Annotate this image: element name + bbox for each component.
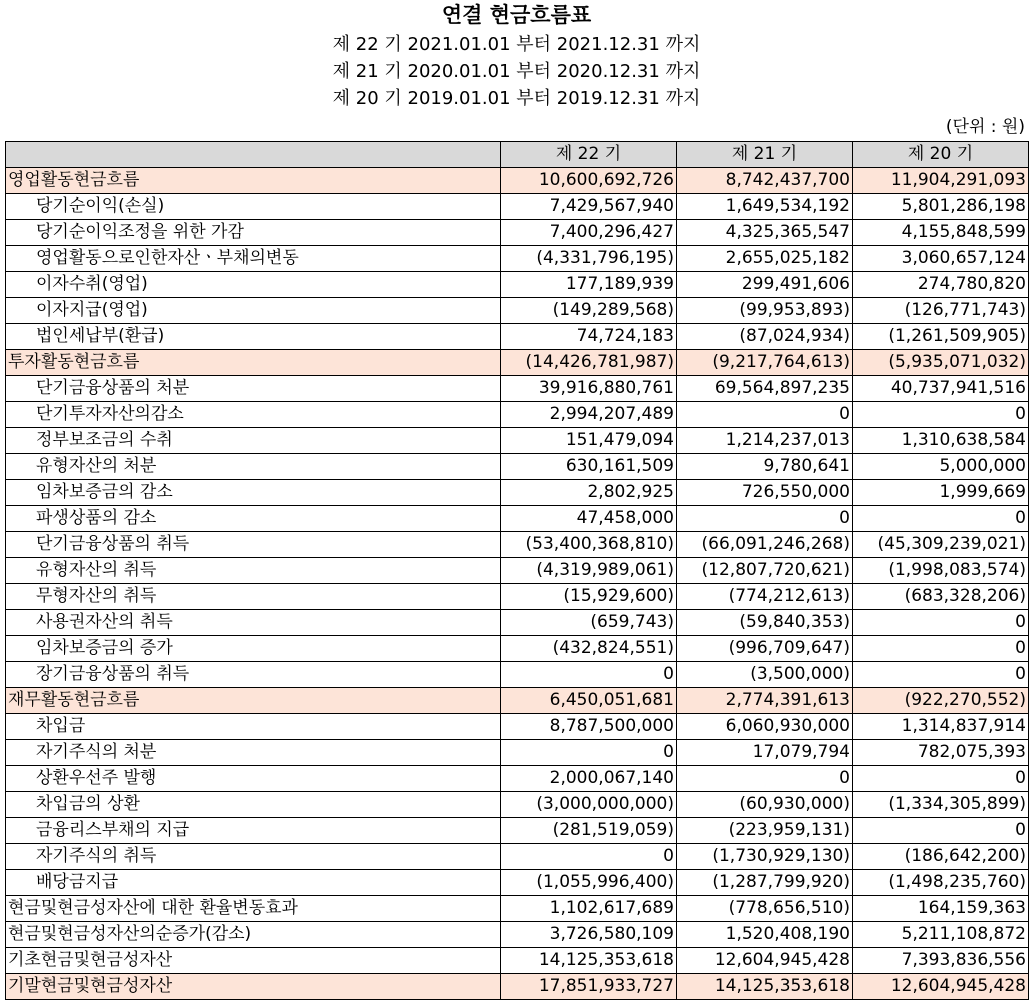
value-22: 39,916,880,761: [501, 376, 677, 402]
value-22: 2,802,925: [501, 480, 677, 506]
value-21: (778,656,510): [677, 896, 853, 922]
value-22: (53,400,368,810): [501, 532, 677, 558]
table-row: [6, 740, 1029, 766]
value-22: (281,519,059): [501, 818, 677, 844]
value-21: 0: [677, 506, 853, 532]
value-22: (14,426,781,987): [501, 350, 677, 376]
value-20: 3,060,657,124: [853, 246, 1029, 272]
value-22: 7,429,567,940: [501, 194, 677, 220]
table-row: [6, 194, 1029, 220]
value-21: (99,953,893): [677, 298, 853, 324]
value-21: 14,125,353,618: [677, 974, 853, 1000]
value-20: 0: [853, 766, 1029, 792]
row-label: 투자활동현금흐름: [6, 350, 501, 376]
value-20: (5,935,071,032): [853, 350, 1029, 376]
value-22: 2,000,067,140: [501, 766, 677, 792]
value-22: 0: [501, 740, 677, 766]
row-label: 임차보증금의 감소: [6, 480, 501, 506]
cash-flow-table: [5, 141, 1029, 1000]
table-row: [6, 454, 1029, 480]
value-22: 1,102,617,689: [501, 896, 677, 922]
value-22: 2,994,207,489: [501, 402, 677, 428]
value-20: 5,801,286,198: [853, 194, 1029, 220]
table-row: [6, 298, 1029, 324]
value-20: 5,000,000: [853, 454, 1029, 480]
period-line-22: 제 22 기 2021.01.01 부터 2021.12.31 까지: [332, 34, 701, 55]
row-label: 현금및현금성자산의순증가(감소): [6, 922, 501, 948]
value-20: 1,314,837,914: [853, 714, 1029, 740]
table-row: [6, 636, 1029, 662]
table-row: [6, 896, 1029, 922]
table-row: [6, 870, 1029, 896]
value-21: 2,655,025,182: [677, 246, 853, 272]
value-22: (4,319,989,061): [501, 558, 677, 584]
value-20: 0: [853, 818, 1029, 844]
value-22: 47,458,000: [501, 506, 677, 532]
table-row: [6, 974, 1029, 1000]
table-row: [6, 506, 1029, 532]
value-22: 10,600,692,726: [501, 168, 677, 194]
row-label: 당기순이익조정을 위한 가감: [6, 220, 501, 246]
value-20: 11,904,291,093: [853, 168, 1029, 194]
table-row: [6, 350, 1029, 376]
statement-title: 연결 현금흐름표: [441, 3, 592, 27]
value-22: (4,331,796,195): [501, 246, 677, 272]
table-row: [6, 610, 1029, 636]
row-label: 임차보증금의 증가: [6, 636, 501, 662]
value-22: (659,743): [501, 610, 677, 636]
value-22: (15,929,600): [501, 584, 677, 610]
row-label: 정부보조금의 수취: [6, 428, 501, 454]
value-21: (12,807,720,621): [677, 558, 853, 584]
value-22: 177,189,939: [501, 272, 677, 298]
row-label: 이자수취(영업): [6, 272, 501, 298]
column-header-21: 제 21 기: [677, 142, 853, 168]
value-21: 17,079,794: [677, 740, 853, 766]
table-row: [6, 688, 1029, 714]
value-22: 630,161,509: [501, 454, 677, 480]
value-22: 8,787,500,000: [501, 714, 677, 740]
table-row: [6, 532, 1029, 558]
period-line-21: 제 21 기 2020.01.01 부터 2020.12.31 까지: [332, 61, 701, 82]
period-line-20: 제 20 기 2019.01.01 부터 2019.12.31 까지: [332, 88, 701, 109]
value-20: 7,393,836,556: [853, 948, 1029, 974]
row-label: 자기주식의 취득: [6, 844, 501, 870]
value-22: 6,450,051,681: [501, 688, 677, 714]
table-row: [6, 168, 1029, 194]
value-20: 40,737,941,516: [853, 376, 1029, 402]
value-22: (432,824,551): [501, 636, 677, 662]
value-22: 74,724,183: [501, 324, 677, 350]
row-label: 유형자산의 처분: [6, 454, 501, 480]
table-row: [6, 662, 1029, 688]
value-20: 164,159,363: [853, 896, 1029, 922]
value-20: 274,780,820: [853, 272, 1029, 298]
row-label: 자기주식의 처분: [6, 740, 501, 766]
value-20: (45,309,239,021): [853, 532, 1029, 558]
table-row: [6, 558, 1029, 584]
column-header-20: 제 20 기: [853, 142, 1029, 168]
header-row: [6, 142, 1029, 168]
row-label: 단기금융상품의 취득: [6, 532, 501, 558]
value-20: 12,604,945,428: [853, 974, 1029, 1000]
table-row: [6, 766, 1029, 792]
value-21: (66,091,246,268): [677, 532, 853, 558]
row-label: 상환우선주 발행: [6, 766, 501, 792]
value-22: (3,000,000,000): [501, 792, 677, 818]
table-row: [6, 714, 1029, 740]
value-21: (774,212,613): [677, 584, 853, 610]
value-21: (9,217,764,613): [677, 350, 853, 376]
row-label: 금융리스부채의 지급: [6, 818, 501, 844]
table-row: [6, 324, 1029, 350]
value-21: 0: [677, 402, 853, 428]
value-21: 12,604,945,428: [677, 948, 853, 974]
value-21: (3,500,000): [677, 662, 853, 688]
table-body: [6, 168, 1029, 1000]
table-row: [6, 428, 1029, 454]
value-20: (683,328,206): [853, 584, 1029, 610]
unit-label: (단위 : 원): [945, 117, 1025, 137]
row-label: 장기금융상품의 취득: [6, 662, 501, 688]
value-20: 5,211,108,872: [853, 922, 1029, 948]
value-20: (186,642,200): [853, 844, 1029, 870]
value-22: 3,726,580,109: [501, 922, 677, 948]
row-label: 법인세납부(환급): [6, 324, 501, 350]
value-22: 151,479,094: [501, 428, 677, 454]
value-20: 4,155,848,599: [853, 220, 1029, 246]
value-21: 299,491,606: [677, 272, 853, 298]
value-21: 1,520,408,190: [677, 922, 853, 948]
value-20: (126,771,743): [853, 298, 1029, 324]
value-21: 8,742,437,700: [677, 168, 853, 194]
value-22: (1,055,996,400): [501, 870, 677, 896]
table-row: [6, 220, 1029, 246]
value-22: (149,289,568): [501, 298, 677, 324]
value-21: (87,024,934): [677, 324, 853, 350]
table-row: [6, 818, 1029, 844]
table-row: [6, 480, 1029, 506]
value-22: 7,400,296,427: [501, 220, 677, 246]
row-label: 현금및현금성자산에 대한 환율변동효과: [6, 896, 501, 922]
row-label: 유형자산의 취득: [6, 558, 501, 584]
value-20: 0: [853, 636, 1029, 662]
table-row: [6, 584, 1029, 610]
value-21: (1,287,799,920): [677, 870, 853, 896]
table-row: [6, 792, 1029, 818]
row-label: 기초현금및현금성자산: [6, 948, 501, 974]
value-21: (1,730,929,130): [677, 844, 853, 870]
value-21: 1,214,237,013: [677, 428, 853, 454]
value-20: 782,075,393: [853, 740, 1029, 766]
value-21: (59,840,353): [677, 610, 853, 636]
value-22: 17,851,933,727: [501, 974, 677, 1000]
table-row: [6, 844, 1029, 870]
value-21: (60,930,000): [677, 792, 853, 818]
value-20: 0: [853, 506, 1029, 532]
row-label: 파생상품의 감소: [6, 506, 501, 532]
table-row: [6, 948, 1029, 974]
value-21: 0: [677, 766, 853, 792]
value-22: 0: [501, 844, 677, 870]
value-22: 14,125,353,618: [501, 948, 677, 974]
row-label: 이자지급(영업): [6, 298, 501, 324]
value-21: 2,774,391,613: [677, 688, 853, 714]
column-header-22: 제 22 기: [501, 142, 677, 168]
table-row: [6, 272, 1029, 298]
row-label: 차입금: [6, 714, 501, 740]
value-20: 0: [853, 662, 1029, 688]
row-label: 단기투자자산의감소: [6, 402, 501, 428]
value-20: (1,334,305,899): [853, 792, 1029, 818]
table-row: [6, 922, 1029, 948]
row-label: 사용권자산의 취득: [6, 610, 501, 636]
value-21: 1,649,534,192: [677, 194, 853, 220]
row-label: 배당금지급: [6, 870, 501, 896]
column-header-label: [6, 142, 501, 168]
value-22: 0: [501, 662, 677, 688]
value-20: (1,261,509,905): [853, 324, 1029, 350]
table-row: [6, 376, 1029, 402]
value-21: (996,709,647): [677, 636, 853, 662]
value-20: (922,270,552): [853, 688, 1029, 714]
value-21: (223,959,131): [677, 818, 853, 844]
row-label: 단기금융상품의 처분: [6, 376, 501, 402]
value-21: 4,325,365,547: [677, 220, 853, 246]
value-21: 6,060,930,000: [677, 714, 853, 740]
value-20: (1,498,235,760): [853, 870, 1029, 896]
row-label: 무형자산의 취득: [6, 584, 501, 610]
value-21: 69,564,897,235: [677, 376, 853, 402]
value-21: 9,780,641: [677, 454, 853, 480]
table-row: [6, 402, 1029, 428]
row-label: 영업활동으로인한자산ㆍ부채의변동: [6, 246, 501, 272]
row-label: 재무활동현금흐름: [6, 688, 501, 714]
row-label: 당기순이익(손실): [6, 194, 501, 220]
value-20: 1,999,669: [853, 480, 1029, 506]
table-row: [6, 246, 1029, 272]
value-21: 726,550,000: [677, 480, 853, 506]
row-label: 영업활동현금흐름: [6, 168, 501, 194]
row-label: 기말현금및현금성자산: [6, 974, 501, 1000]
row-label: 차입금의 상환: [6, 792, 501, 818]
value-20: 1,310,638,584: [853, 428, 1029, 454]
value-20: 0: [853, 402, 1029, 428]
value-20: 0: [853, 610, 1029, 636]
value-20: (1,998,083,574): [853, 558, 1029, 584]
